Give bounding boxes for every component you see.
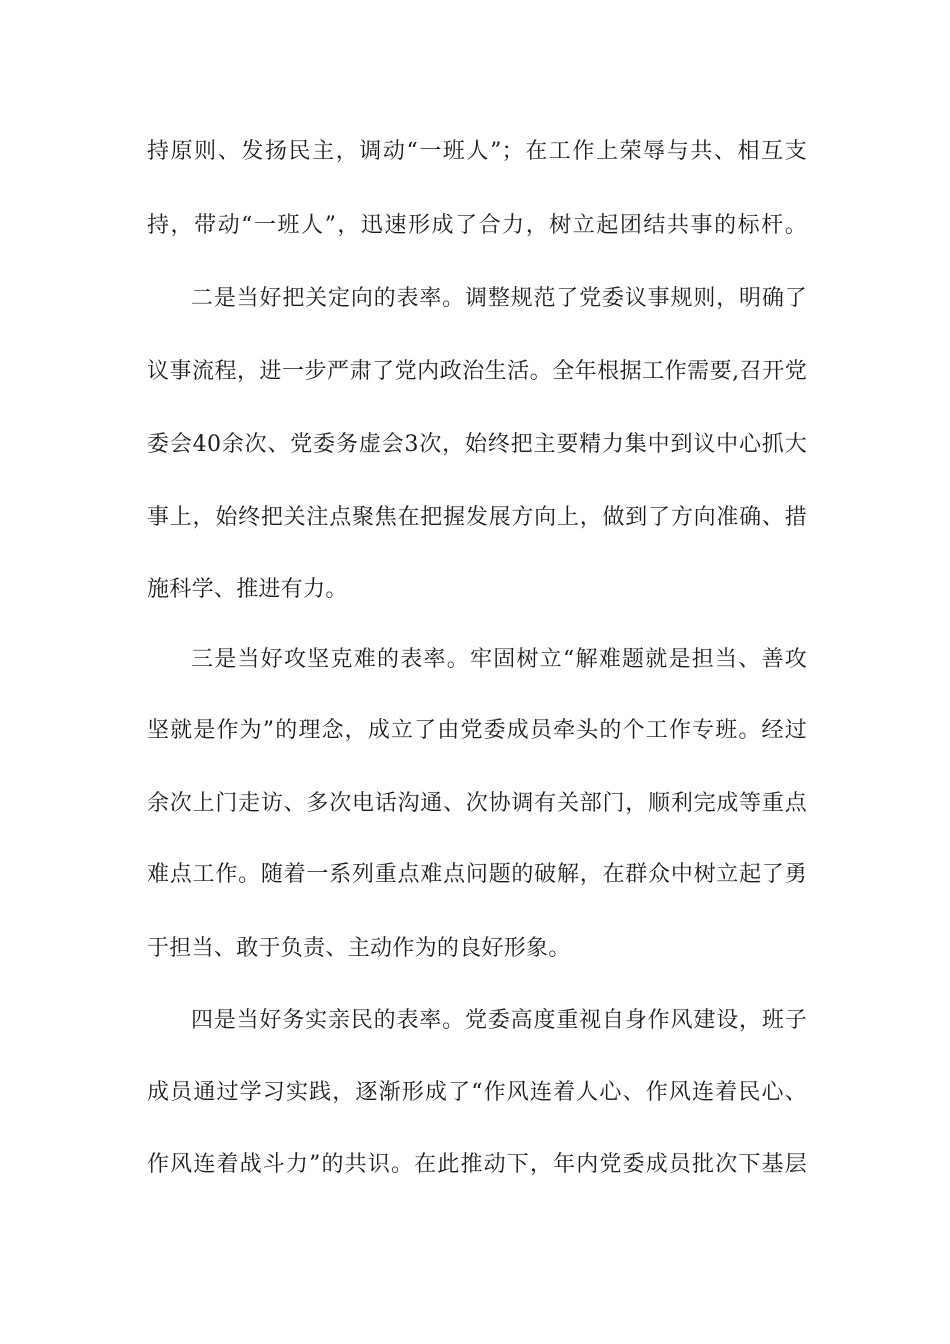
text-line-14: 成员通过学习实践，逐渐形成了“作风连着人心、作风连着民心、 [147, 1080, 807, 1105]
text-line-15: 作风连着战斗力”的共识。在此推动下，年内党委成员批次下基层 [147, 1152, 807, 1177]
text-line-10: 余次上门走访、多次电话沟通、次协调有关部门，顺利完成等重点 [147, 791, 807, 816]
text-line-2: 持，带动“一班人”，迅速形成了合力，树立起团结共事的标杆。 [147, 213, 807, 238]
text-line-5: 委会40余次、党委务虚会3次，始终把主要精力集中到议中心抓大 [147, 432, 807, 457]
text-line-11: 难点工作。随着一系列重点难点问题的破解，在群众中树立起了勇 [147, 862, 807, 887]
text-line-1: 持原则、发扬民主，调动“一班人”；在工作上荣辱与共、相互支 [147, 139, 807, 164]
text-line-4: 议事流程，进一步严肃了党内政治生活。全年根据工作需要,召开党 [147, 359, 807, 384]
text-line-6: 事上，始终把关注点聚焦在把握发展方向上，做到了方向准确、措 [147, 505, 807, 530]
paragraph-3-first-line: 三是当好攻坚克难的表率。牢固树立“解难题就是担当、善攻 [191, 647, 807, 672]
paragraph-2-first-line: 二是当好把关定向的表率。调整规范了党委议事规则，明确了 [191, 286, 807, 311]
paragraph-4-first-line: 四是当好务实亲民的表率。党委高度重视自身作风建设，班子 [191, 1008, 807, 1033]
text-line-7: 施科学、推进有力。 [147, 577, 348, 602]
text-line-9: 坚就是作为”的理念，成立了由党委成员牵头的个工作专班。经过 [147, 718, 807, 743]
text-line-12: 于担当、敢于负责、主动作为的良好形象。 [147, 936, 571, 961]
